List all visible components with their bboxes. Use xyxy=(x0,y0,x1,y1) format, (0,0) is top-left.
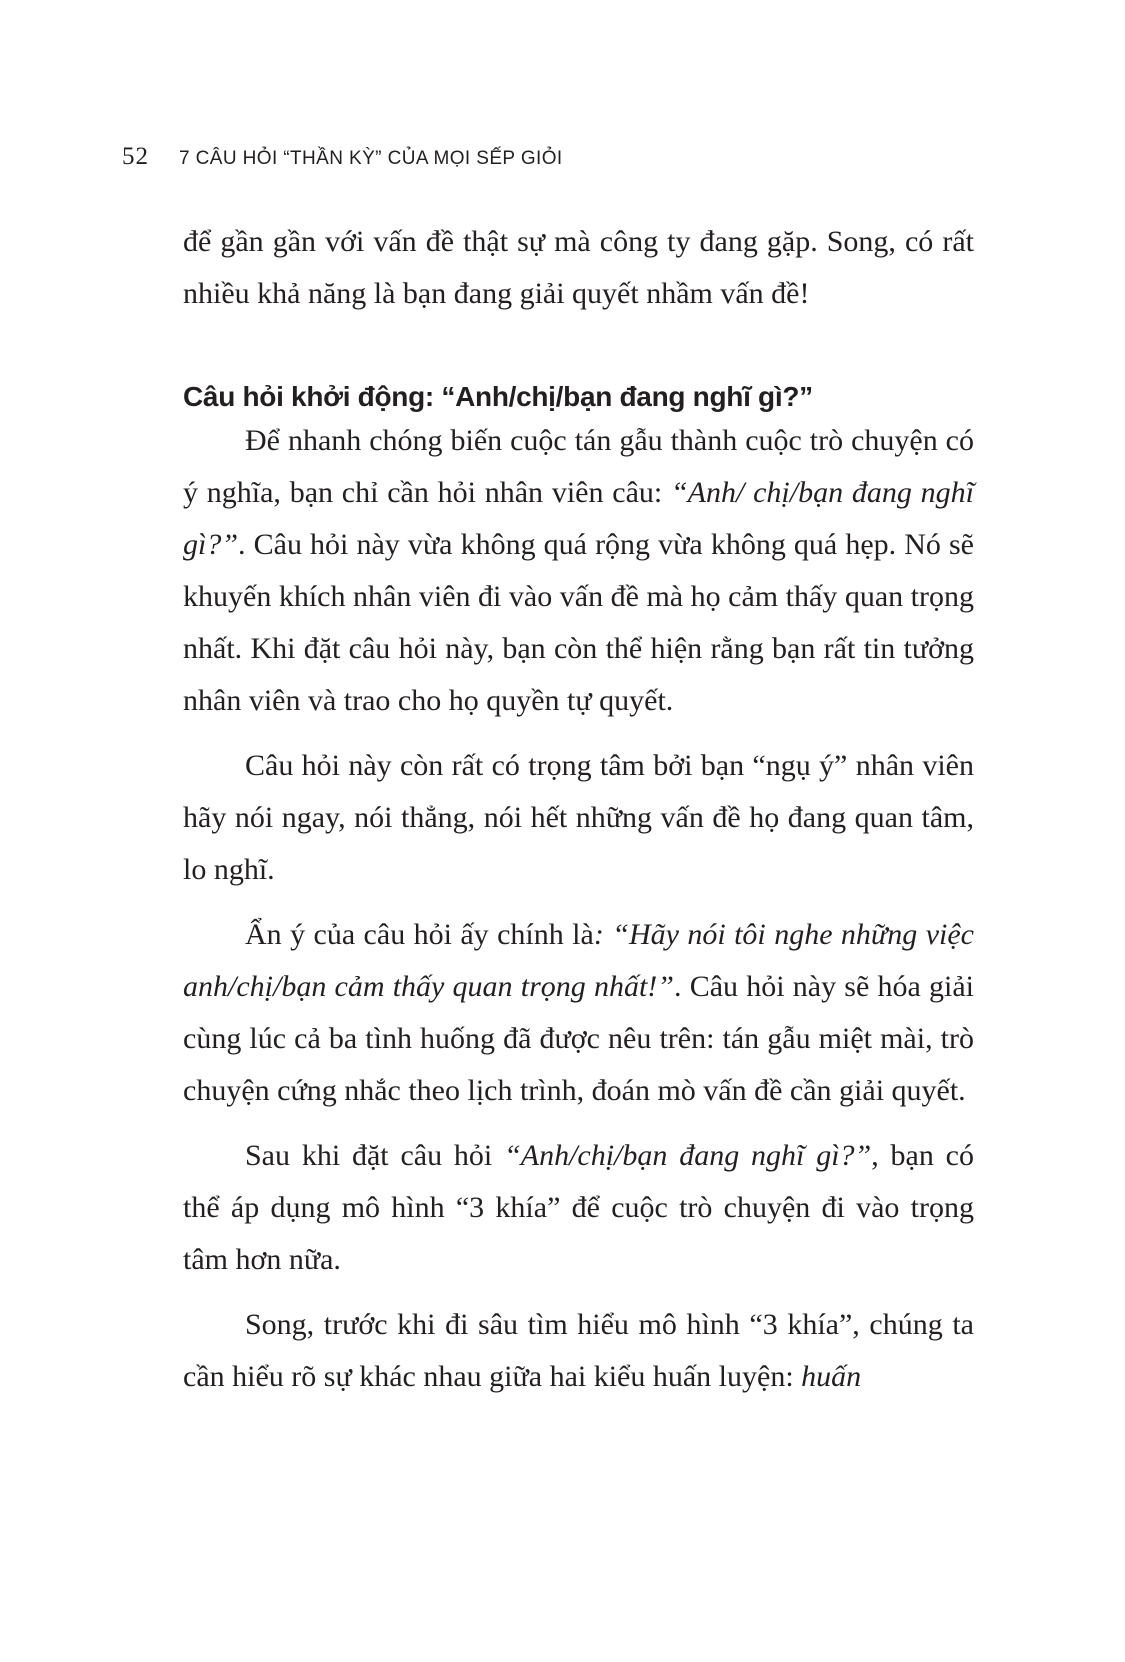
book-title: 7 CÂU HỎI “THẦN KỲ” CỦA MỌI SẾP GIỎI xyxy=(179,148,563,169)
intro-paragraph: để gần gần với vấn đề thật sự mà công ty đang gặp. Song, có rất nhiều khả năng là bạn đang giải quyết nhầm vấn đề! xyxy=(183,225,974,310)
paragraph-4-text-a: Sau khi đặt câu hỏi xyxy=(245,1139,505,1172)
paragraph-3 xyxy=(183,909,974,1117)
page-number: 52 xyxy=(122,143,149,170)
paragraph-4-italic-quote: “Anh/chị/bạn đang nghĩ gì?” xyxy=(504,1139,872,1172)
paragraph-2: Câu hỏi này còn rất có trọng tâm bởi bạn “ngụ ý” nhân viên hãy nói ngay, nói thẳng, nói hết những vấn đề họ đang quan tâm, lo nghĩ. xyxy=(183,749,974,886)
paragraph-3-text-a: Ẩn ý của câu hỏi ấy chính là xyxy=(245,918,594,951)
intro-paragraph-block xyxy=(183,216,974,320)
paragraph-4-text-c: , bạn có thể áp dụng mô hình “3 khía” để cuộc trò chuyện đi vào trọng tâm hơn nữa. xyxy=(183,1139,974,1276)
section-heading: Câu hỏi khởi động: “Anh/chị/bạn đang nghĩ gì?” xyxy=(183,381,813,412)
paragraph-1 xyxy=(183,415,974,727)
paragraph-3-text-c: . Câu hỏi này sẽ hóa giải cùng lúc cả ba tình huống đã được nêu trên: tán gẫu miệt mài, trò chuyện cứng nhắc theo lịch trình, đoán mò vấn đề cần giải quyết. xyxy=(183,970,974,1107)
main-text-block xyxy=(183,415,974,1403)
running-head xyxy=(122,143,563,171)
paragraph-5 xyxy=(183,1299,974,1403)
paragraph-5-text-a: Song, trước khi đi sâu tìm hiểu mô hình “3 khía”, chúng ta cần hiểu rõ sự khác nhau giữa hai kiểu huấn luyện: xyxy=(183,1308,974,1393)
paragraph-1-italic-quote: “Anh/ chị/bạn đang nghĩ gì?” xyxy=(183,476,974,561)
paragraph-4 xyxy=(183,1130,974,1286)
paragraph-1-text-a: Để nhanh chóng biến cuộc tán gẫu thành cuộc trò chuyện có ý nghĩa, bạn chỉ cần hỏi nhân viên câu: xyxy=(183,424,974,509)
paragraph-3-italic-quote: : “Hãy nói tôi nghe những việc anh/chị/bạn cảm thấy quan trọng nhất!” xyxy=(183,918,974,1003)
paragraph-5-italic-term: huấn xyxy=(801,1360,862,1393)
paragraph-1-text-c: . Câu hỏi này vừa không quá rộng vừa không quá hẹp. Nó sẽ khuyến khích nhân viên đi vào vấn đề mà họ cảm thấy quan trọng nhất. Khi đặt câu hỏi này, bạn còn thể hiện rằng bạn rất tin tưởng nhân viên và trao cho họ quyền tự quyết. xyxy=(183,528,974,717)
